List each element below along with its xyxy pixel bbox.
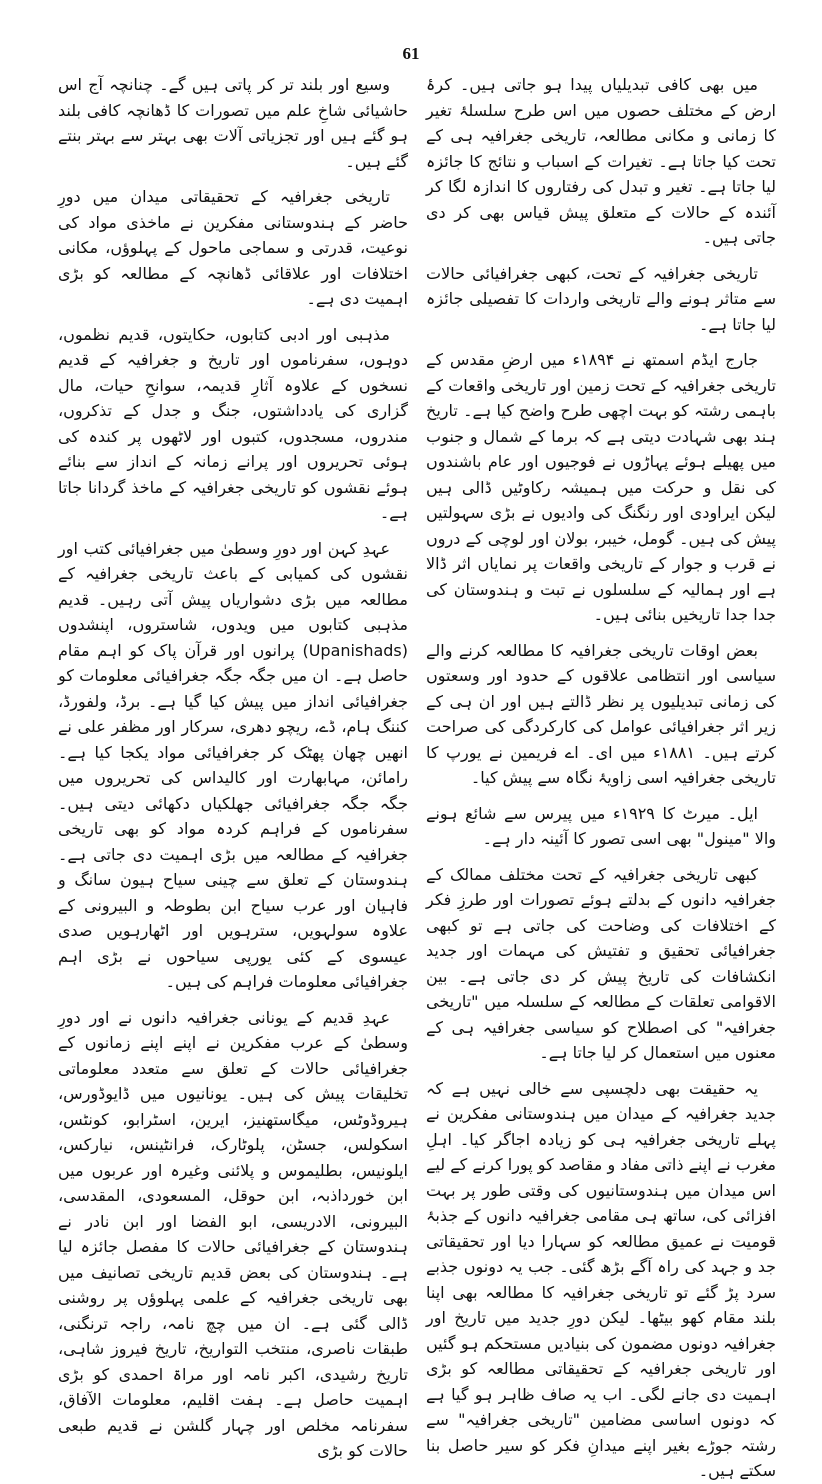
- left-column: [58, 72, 409, 1460]
- paragraph: جارج ایڈم اسمتھ نے ۱۸۹۴ء میں ارضِ مقدس کے تاریخی جغرافیہ کے تحت زمین اور تاریخی واقعات کے باہمی رشتہ کو بہت اچھی طرح واضح کیا ہے۔ تاریخ ہند بھی شہادت دیتی ہے کہ برما کے شمال و جنوب میں پھیلے ہوئے پہاڑوں نے فوجیوں اور عام باشندوں کی نقل و حرکت میں ہمیشہ رکاوٹیں ڈالی ہیں لیکن ایراودی اور رنگنگ کی وادیوں نے بڑی سہولتیں پیش کی ہیں۔ گومل، خیبر، بولان اور لوچی کے دروں نے قرب و جوار کے تاریخی واقعات پر نمایاں اثر ڈالا ہے اور ہمالیہ کے سلسلوں نے تبت و ہندوستان کی جدا جدا تاریخیں بنائی ہیں۔: [426, 350, 776, 624]
- paragraph: وسیع اور بلند تر کر پاتی ہیں گے۔ چنانچہ آج اس حاشیائی شاخِ علم میں تصورات کا ڈھانچہ کافی بلند ہو گئے ہیں اور تجزیاتی آلات بھی بہتر سے بہتر بنتے گئے ہیں۔: [58, 75, 408, 171]
- paragraph: عہدِ کہن اور دورِ وسطیٰ میں جغرافیائی کتب اور نقشوں کی کمیابی کے باعث تاریخی جغرافیہ کے مطالعہ میں بڑی دشواریاں پیش آتی رہیں۔ قدیم مذہبی کتابوں میں ویدوں، شاستروں، اپنشدوں (Upanishads) پرانوں اور قرآن پاک کو اہم مقام حاصل ہے۔ ان میں جگہ جگہ جغرافیائی معلومات کو جغرافیائی انداز میں پیش کیا گیا ہے۔ برڈ، ولفورڈ، کننگ ہام، ڈے، ریچو دھری، سرکار اور مظفر علی نے انھیں چھان پھٹک کر جغرافیائی مواد یکجا کیا ہے۔ رامائن، مہابھارت اور کالیداس کی تحریروں میں جگہ جگہ جغرافیائی جھلکیاں دکھائی دیتی ہیں۔ سفرناموں کے فراہم کردہ مواد کو بھی تاریخی جغرافیہ کے مطالعہ میں بڑی اہمیت دی جاتی ہے۔ ہندوستان کے تعلق سے چینی سیاح ہیون سانگ و فاہیان اور عرب سیاح ابن بطوطہ و البیرونی کے علاوہ سولہویں، سترہویں اور اٹھارہویں صدی عیسوی کے کئی یورپی سیاحوں نے بڑی اہم جغرافیائی معلومات فراہم کی ہیں۔: [58, 538, 408, 991]
- paragraph: تاریخی جغرافیہ کے تحقیقاتی میدان میں دورِ حاضر کے ہندوستانی مفکرین نے ماخذی مواد کی نوعیت، قدرتی و سماجی ماحول کے پہلوؤں، مکانی اختلافات اور علاقائی ڈھانچہ کے مطالعہ کو بڑی اہمیت دی ہے۔: [58, 187, 409, 308]
- paragraph: کبھی تاریخی جغرافیہ کے تحت مختلف ممالک کے جغرافیہ دانوں کے بدلتے ہوئے تصورات اور طرزِ فکر کے اختلافات کی وضاحت کی جاتی ہے تو کبھی جغرافیائی تحقیق و تفتیش کی مہمات اور جدید انکشافات کی تاریخ پیش کر دی جاتی ہے۔ بین الاقوامی تعلقات کے مطالعہ کے سلسلہ میں "تاریخی جغرافیہ" کی اصطلاح کو سیاسی جغرافیہ ہی کے معنوں میں استعمال کر لیا جاتا ہے۔: [426, 864, 776, 1062]
- paragraph: تاریخی جغرافیہ کے تحت، کبھی جغرافیائی حالات سے متاثر ہونے والے تاریخی واردات کا تفصیلی جائزہ لیا جاتا ہے۔: [426, 263, 776, 334]
- paragraph: بعض اوقات تاریخی جغرافیہ کا مطالعہ کرنے والے سیاسی اور انتظامی علاقوں کے حدود اور وسعتوں کی زمانی تبدیلیوں پر نظر ڈالتے ہیں اور ان ہی کے زیر اثر جغرافیائی عوامل کی کارکردگی کی صراحت کرتے ہیں۔ ۱۸۸۱ء میں ای۔ اے فریمین نے یورپ کا تاریخی جغرافیہ اسی زاویۂ نگاہ سے پیش کیا۔: [426, 640, 777, 787]
- paragraph: مذہبی اور ادبی کتابوں، حکایتوں، قدیم نظموں، دوہوں، سفرناموں اور تاریخ و جغرافیہ کے قدیم نسخوں کے علاوہ آثارِ قدیمہ، سوانحِ حیات، مال گزاری کی یادداشتوں، جنگ و جدل کے تذکروں، مندروں، مسجدوں، کتبوں اور لاٹھوں پر کندہ کی ہوئی تحریروں اور پرانے زمانہ کے انداز سے بنائے ہوئے نقشوں کو تاریخی جغرافیہ کے ماخذ گردانا جاتا ہے۔: [58, 324, 408, 522]
- paragraph: ایل۔ میرٹ کا ۱۹۲۹ء میں پیرس سے شائع ہونے والا "مینول" بھی اسی تصور کا آئینہ دار ہے۔: [426, 803, 776, 848]
- text-columns: [58, 72, 777, 1480]
- right-column: [426, 72, 777, 1480]
- page-number: 61: [402, 44, 420, 63]
- paragraph: یہ حقیقت بھی دلچسپی سے خالی نہیں ہے کہ جدید جغرافیہ کے میدان میں ہندوستانی مفکرین نے پہلے تاریخی جغرافیہ ہی کو زیادہ اجاگر کیا۔ اہلِ مغرب نے اپنے ذاتی مفاد و مقاصد کو پورا کرنے کے لیے اس میدان میں ہندوستانیوں کی وقتی طور پر بہت افزائی کی، ساتھ ہی مقامی جغرافیہ دانوں کے جذبۂ قومیت نے عمیق مطالعہ کو سہارا دیا اور تحقیقاتی جد و جہد کی راہ آگے بڑھ گئی۔ جب یہ دونوں جذبے سرد پڑ گئے تو تاریخی جغرافیہ کا مطالعہ بھی اپنا بلند مقام کھو بیٹھا۔ لیکن دورِ جدید میں تاریخ اور جغرافیہ دونوں مضمون کی بنیادیں مستحکم ہو گئیں اور تاریخی جغرافیہ کے تحقیقاتی مطالعہ کو بڑی اہمیت دی جانے لگی۔ اب یہ صاف ظاہر ہو گیا ہے کہ دونوں اساسی مضامین "تاریخی جغرافیہ" سے رشتہ جوڑے بغیر اپنے میدانِ فکر کو سیر حاصل بنا سکتے ہیں۔: [426, 1078, 776, 1480]
- paragraph: میں بھی کافی تبدیلیاں پیدا ہو جاتی ہیں۔ کرۂ ارض کے مختلف حصوں میں اس طرح سلسلۂ تغیر کا زمانی و مکانی مطالعہ، تاریخی جغرافیہ ہی کے تحت کیا جاتا ہے۔ تغیرات کے اسباب و نتائج کا جائزہ لیا جاتا ہے۔ تغیر و تبدل کی رفتاروں کا اندازہ لگا کر آئندہ کے حالات کے متعلق پیش قیاس بھی کر دی جاتی ہیں۔: [426, 75, 776, 247]
- paragraph: عہدِ قدیم کے یونانی جغرافیہ دانوں نے اور دورِ وسطیٰ کے عرب مفکرین نے اپنے اپنے زمانوں کے جغرافیائی حالات کے تعلق سے متعدد معلوماتی تخلیقات پیش کی ہیں۔ یونانیوں میں ڈایوڈورس، ہیروڈوٹس، میگاستھنیز، ایرین، اسٹرابو، کونٹس، اسکولس، جسٹن، پلوٹارک، فرانٹینس، نیارکس، ایلونیس، بطلیموس و پلائنی وغیرہ اور عربوں میں ابن خورداذبہ، ابن حوقل، المسعودی، المقدسی، البیرونی، الادریسی، ابو الفضا اور ابن نادر نے ہندوستان کے جغرافیائی حالات کا مفصل جائزہ لیا ہے۔ ہندوستان کی بعض قدیم تاریخی تصانیف میں بھی تاریخی جغرافیہ کے علمی پہلوؤں پر روشنی ڈالی گئی ہے۔ ان میں چچ نامہ، راجہ ترنگنی، طبقات ناصری، منتخب التواریخ، تاریخ فیروز شاہی، تاریخ رشیدی، اکبر نامہ اور مراۃ احمدی کو بڑی اہمیت حاصل ہے۔ ہفت اقلیم، معلومات الآفاق، سفرنامہ مخلص اور چہار گلشن نے قدیم طبعی حالات کو بڑی: [58, 1007, 408, 1460]
